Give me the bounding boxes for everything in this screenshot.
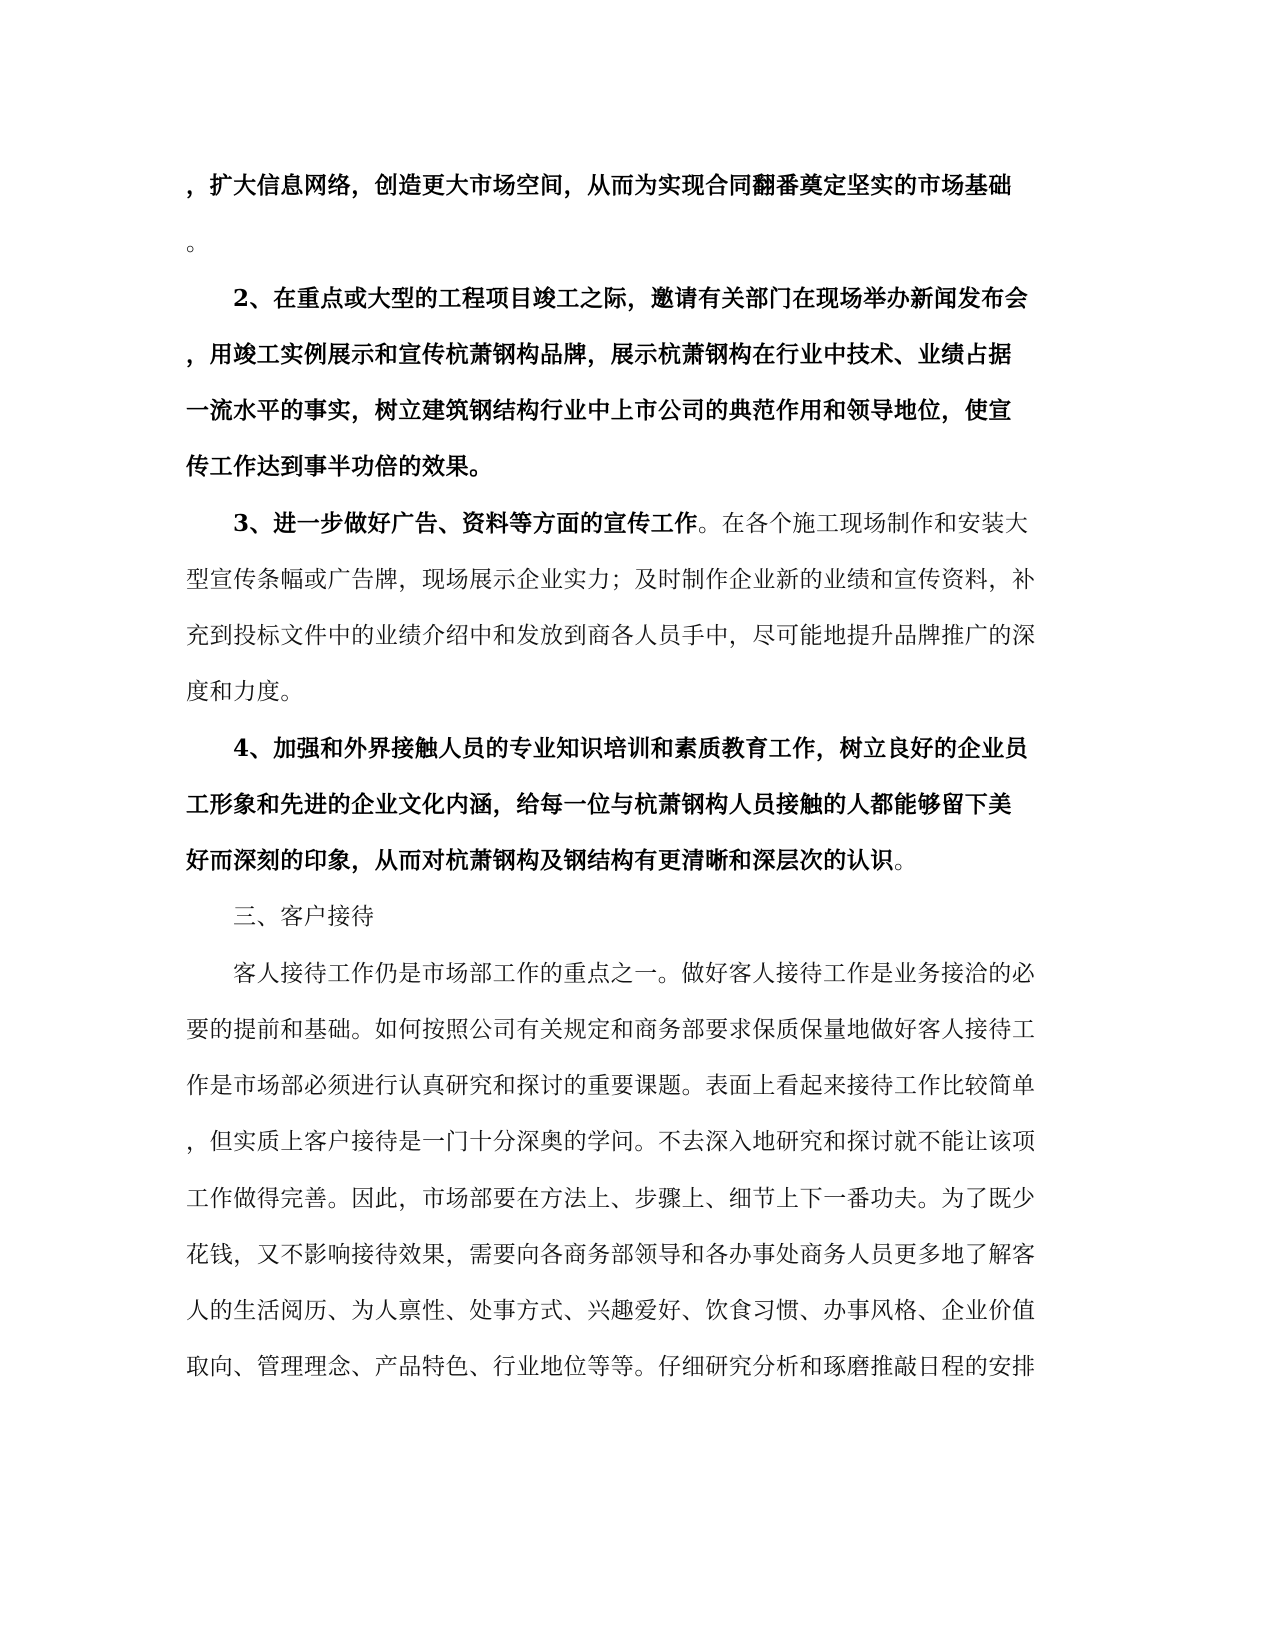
text-line: ，用竣工实例展示和宣传杭萧钢构品牌，展示杭萧钢构在行业中技术、业绩占据 — [186, 341, 1012, 368]
section-heading: 三、客户接待 — [233, 904, 375, 930]
text-line: 工形象和先进的企业文化内涵，给每一位与杭萧钢构人员接触的人都能够留下美 — [186, 791, 1012, 818]
normal-continuation: 。在各个施工现场制作和安装大 — [698, 511, 1029, 537]
paragraph-3-heading — [233, 509, 1133, 539]
bold-lead: 3、进一步做好广告、资料等方面的宣传工作 — [233, 510, 699, 537]
text-line: 作是市场部必须进行认真研究和探讨的重要课题。表面上看起来接待工作比较简单 — [186, 1073, 1036, 1099]
text-line: 人的生活阅历、为人禀性、处事方式、兴趣爱好、饮食习惯、办事风格、企业价值 — [186, 1298, 1036, 1324]
paragraph-2-heading: 2、在重点或大型的工程项目竣工之际，邀请有关部门在现场举办新闻发布会 — [233, 285, 1029, 312]
paragraph-4-heading: 4、加强和外界接触人员的专业知识培训和素质教育工作，树立良好的企业员 — [233, 735, 1029, 762]
text-line: 度和力度。 — [186, 679, 304, 705]
text-line: 取向、管理理念、产品特色、行业地位等等。仔细研究分析和琢磨推敲日程的安排 — [186, 1354, 1036, 1380]
text-line: 传工作达到事半功倍的效果。 — [186, 453, 493, 480]
text-line: 。 — [186, 230, 210, 256]
text-line: 要的提前和基础。如何按照公司有关规定和商务部要求保质保量地做好客人接待工 — [186, 1017, 1036, 1043]
text-line: 型宣传条幅或广告牌，现场展示企业实力；及时制作企业新的业绩和宣传资料，补 — [186, 567, 1036, 593]
text-line: 客人接待工作仍是市场部工作的重点之一。做好客人接待工作是业务接洽的必 — [233, 961, 1036, 987]
text-line: 一流水平的事实，树立建筑钢结构行业中上市公司的典范作用和领导地位，使宣 — [186, 397, 1012, 424]
text-line: ，但实质上客户接待是一门十分深奥的学问。不去深入地研究和探讨就不能让该项 — [186, 1129, 1036, 1155]
bold-lead: 好而深刻的印象，从而对杭萧钢构及钢结构有更清晰和深层次的认识 — [186, 847, 894, 874]
text-line: 充到投标文件中的业绩介绍中和发放到商各人员手中，尽可能地提升品牌推广的深 — [186, 623, 1036, 649]
text-line: 工作做得完善。因此，市场部要在方法上、步骤上、细节上下一番功夫。为了既少 — [186, 1186, 1036, 1212]
text-line — [186, 846, 1086, 876]
normal-continuation: 。 — [894, 848, 918, 874]
text-line: 花钱，又不影响接待效果，需要向各商务部领导和各办事处商务人员更多地了解客 — [186, 1242, 1036, 1268]
text-line: ，扩大信息网络，创造更大市场空间，从而为实现合同翻番奠定坚实的市场基础 — [186, 172, 1012, 199]
